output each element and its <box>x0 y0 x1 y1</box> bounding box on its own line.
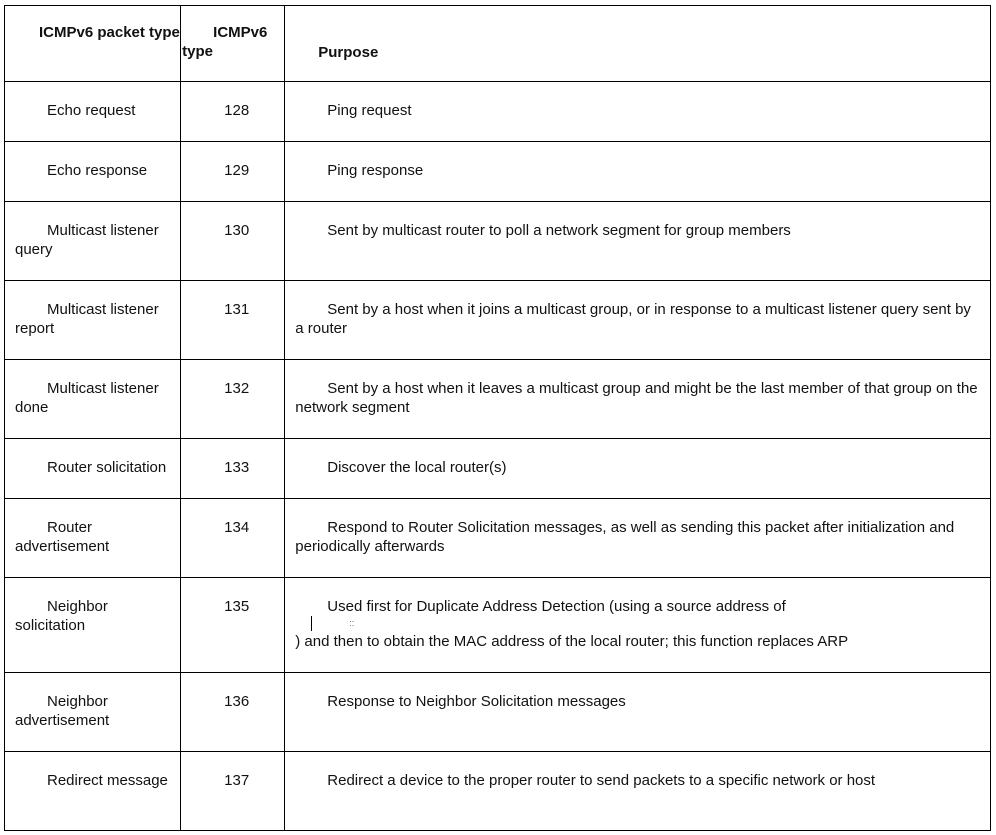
text-cursor-mark <box>295 616 982 632</box>
purpose-cell: Ping request <box>285 82 991 142</box>
type-number-cell: 130 <box>181 202 285 281</box>
purpose-text-continued: ) and then to obtain the MAC address of the local router; this function replaces ARP <box>295 633 849 650</box>
header-purpose: Purpose <box>285 6 991 82</box>
icmpv6-packet-types-table <box>4 5 991 831</box>
packet-type-cell: Multicast listener report <box>5 281 181 360</box>
type-number-cell: 134 <box>181 499 285 578</box>
type-number-cell: 137 <box>181 752 285 831</box>
ipv6-unspecified-address: :: <box>349 618 355 628</box>
table-row <box>5 673 991 752</box>
purpose-cell: Sent by a host when it joins a multicast group, or in response to a multicast listener query sent by a router <box>285 281 991 360</box>
table-row <box>5 578 991 673</box>
packet-type-cell: Redirect message <box>5 752 181 831</box>
purpose-cell: Response to Neighbor Solicitation messages <box>285 673 991 752</box>
table-row <box>5 142 991 202</box>
packet-type-cell: Neighbor solicitation <box>5 578 181 673</box>
header-type-number: ICMPv6 type <box>181 6 285 82</box>
purpose-cell: Sent by a host when it leaves a multicast group and might be the last member of that group on the network segment <box>285 360 991 439</box>
packet-type-cell: Router solicitation <box>5 439 181 499</box>
table-row <box>5 360 991 439</box>
type-number-cell: 132 <box>181 360 285 439</box>
header-packet-type: ICMPv6 packet type <box>5 6 181 82</box>
packet-type-cell: Multicast listener query <box>5 202 181 281</box>
packet-type-cell: Router advertisement <box>5 499 181 578</box>
table-row <box>5 202 991 281</box>
purpose-cell: Ping response <box>285 142 991 202</box>
type-number-cell: 129 <box>181 142 285 202</box>
text-caret <box>311 616 312 631</box>
table-row <box>5 499 991 578</box>
type-number-cell: 131 <box>181 281 285 360</box>
purpose-cell: Respond to Router Solicitation messages, as well as sending this packet after initialization and periodically afterwards <box>285 499 991 578</box>
purpose-cell: Redirect a device to the proper router to send packets to a specific network or host <box>285 752 991 831</box>
type-number-cell: 136 <box>181 673 285 752</box>
purpose-cell: Sent by multicast router to poll a network segment for group members <box>285 202 991 281</box>
table-row <box>5 439 991 499</box>
type-number-cell: 133 <box>181 439 285 499</box>
purpose-text: Used first for Duplicate Address Detection (using a source address of <box>327 598 786 615</box>
purpose-cell: Discover the local router(s) <box>285 439 991 499</box>
type-number-cell: 128 <box>181 82 285 142</box>
packet-type-cell: Neighbor advertisement <box>5 673 181 752</box>
type-number-cell: 135 <box>181 578 285 673</box>
header-row <box>5 6 991 82</box>
purpose-cell <box>285 578 991 673</box>
packet-type-cell: Multicast listener done <box>5 360 181 439</box>
table-row <box>5 82 991 142</box>
packet-type-cell: Echo response <box>5 142 181 202</box>
table-row <box>5 752 991 831</box>
packet-type-cell: Echo request <box>5 82 181 142</box>
table-row <box>5 281 991 360</box>
